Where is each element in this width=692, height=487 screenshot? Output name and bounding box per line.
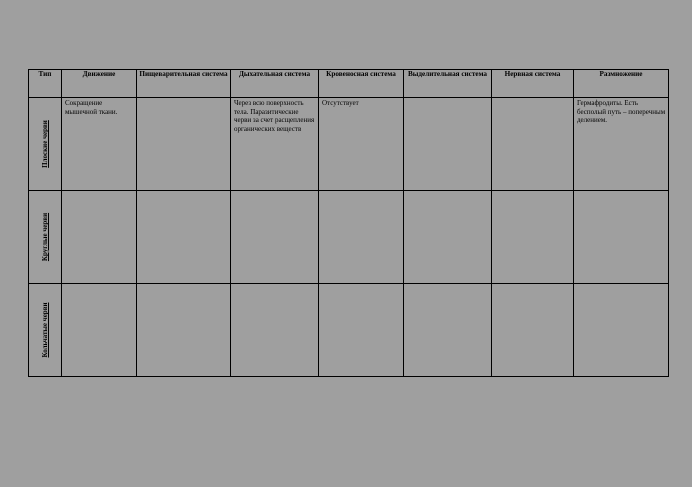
header-type: Тип — [29, 70, 62, 98]
table-row — [29, 98, 669, 191]
table-header-row — [29, 70, 669, 98]
nervous-cell — [492, 98, 574, 191]
digestive-cell — [137, 98, 231, 191]
worms-comparison-table — [28, 69, 669, 377]
movement-cell — [62, 284, 137, 377]
excretory-cell — [404, 284, 492, 377]
header-digestive: Пищеварительная система — [137, 70, 231, 98]
digestive-cell — [137, 284, 231, 377]
header-movement: Движение — [62, 70, 137, 98]
cell-text — [137, 191, 230, 192]
cell-text — [492, 191, 573, 192]
table-row — [29, 284, 669, 377]
reproduction-cell — [574, 98, 669, 191]
respiratory-cell — [231, 284, 319, 377]
circulatory-cell — [319, 98, 404, 191]
header-nervous: Нервная система — [492, 70, 574, 98]
header-respiratory: Дыхательная система — [231, 70, 319, 98]
cell-text: Отсутствует — [322, 99, 359, 107]
nervous-cell — [492, 191, 574, 284]
cell-text — [231, 191, 318, 192]
cell-text: Сокращение мышечной ткани. — [65, 99, 118, 116]
cell-text — [62, 284, 136, 285]
respiratory-cell — [231, 191, 319, 284]
cell-text: Гермафродиты. Есть бесполый путь – поперечным делением. — [577, 99, 666, 125]
digestive-cell — [137, 191, 231, 284]
table-row — [29, 191, 669, 284]
cell-text — [62, 191, 136, 192]
nervous-cell — [492, 284, 574, 377]
row-type-label: Кольчатые черви — [41, 302, 49, 358]
cell-text — [404, 191, 491, 192]
cell-text — [404, 98, 491, 99]
cell-text — [492, 98, 573, 99]
reproduction-cell — [574, 191, 669, 284]
cell-text — [319, 191, 403, 192]
header-excretory: Выделительная система — [404, 70, 492, 98]
circulatory-cell — [319, 191, 404, 284]
excretory-cell — [404, 98, 492, 191]
row-type-cell — [29, 191, 62, 284]
row-type-label: Плоские черви — [41, 120, 49, 168]
respiratory-cell — [231, 98, 319, 191]
circulatory-cell — [319, 284, 404, 377]
cell-text — [404, 284, 491, 285]
movement-cell — [62, 98, 137, 191]
cell-text — [137, 284, 230, 285]
cell-text — [574, 191, 668, 192]
excretory-cell — [404, 191, 492, 284]
header-reproduction: Размножение — [574, 70, 669, 98]
reproduction-cell — [574, 284, 669, 377]
cell-text: Через всю поверхность тела. Паразитические черви за счет расщепления органических веществ — [234, 99, 315, 133]
cell-text — [574, 284, 668, 285]
cell-text — [137, 98, 230, 99]
row-type-cell — [29, 98, 62, 191]
cell-text — [231, 284, 318, 285]
movement-cell — [62, 191, 137, 284]
cell-text — [319, 284, 403, 285]
row-type-cell — [29, 284, 62, 377]
cell-text — [492, 284, 573, 285]
header-circulatory: Кровеносная система — [319, 70, 404, 98]
row-type-label: Круглые черви — [41, 212, 49, 262]
